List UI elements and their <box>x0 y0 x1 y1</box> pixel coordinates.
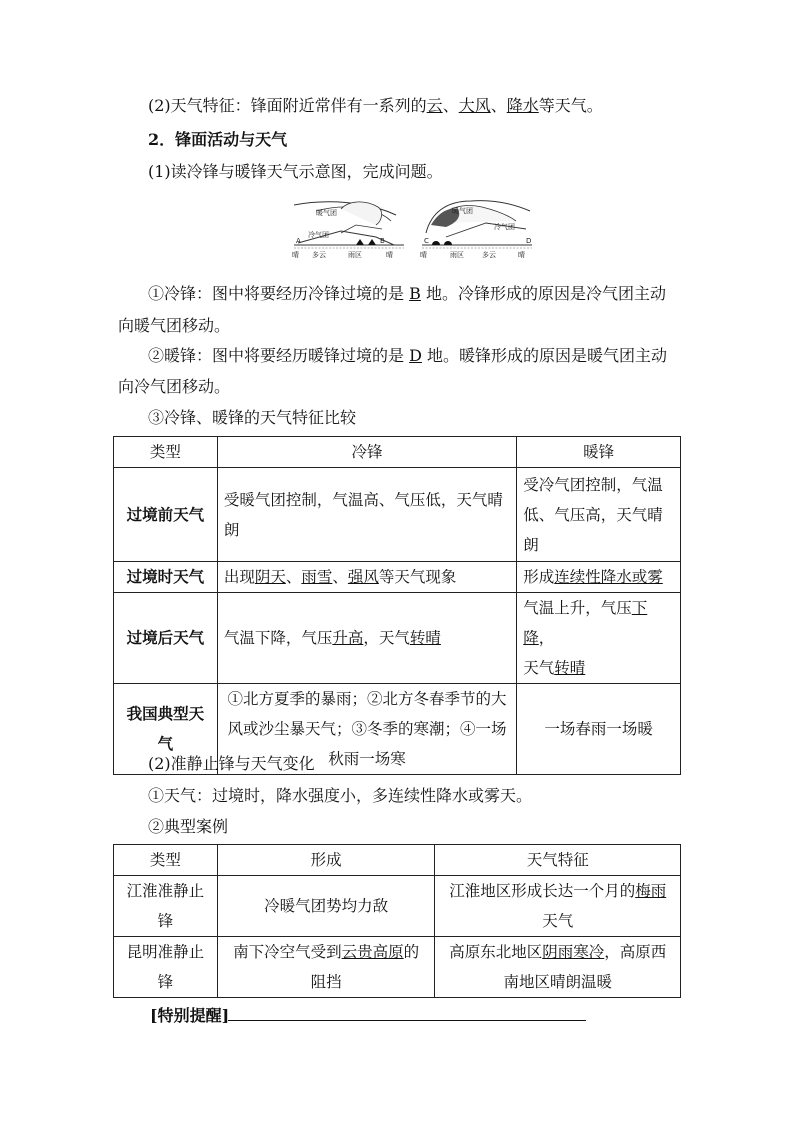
cell-formation: 冷暖气团势均力敌 <box>217 876 435 937</box>
header-warm: 暖锋 <box>517 437 681 468</box>
row-label: 过境后天气 <box>114 593 218 684</box>
row-label: 过境时天气 <box>114 562 218 593</box>
table-header-row <box>114 845 681 876</box>
table-row <box>114 562 681 593</box>
cold-panel-warm-mass: 暖气团 <box>316 209 337 217</box>
cold-panel-point-a: A <box>296 237 301 245</box>
header-type: 类型 <box>114 437 218 468</box>
warm-front-answer: D <box>409 346 422 365</box>
table-row <box>114 593 681 684</box>
quasi-front-table <box>113 844 681 998</box>
quasi-heading: (2)准静止锋与天气变化 <box>148 754 315 773</box>
table-row <box>114 468 681 562</box>
tip-underline <box>228 1020 586 1021</box>
cold-front-panel <box>292 202 404 259</box>
cell-warm: 受冷气团控制，气温 低、气压高，天气晴 朗 <box>517 468 681 562</box>
cold-panel-weather-4: 晴 <box>386 251 393 259</box>
warm-panel-weather-3: 多云 <box>482 251 496 259</box>
warm-front-line-1: ②暖锋：图中将要经历暖锋过境的是 D 地。暖锋形成的原因是暖气团主动 <box>148 346 668 365</box>
cold-front-answer: B <box>409 284 421 303</box>
row-label: 过境前天气 <box>114 468 218 562</box>
cell-cold: 出现阴天、雨雪、强风等天气现象 <box>217 562 516 593</box>
answer-cloud: 云 <box>426 96 443 115</box>
cell-warm: 气温上升，气压下降， 天气转晴 <box>517 593 681 684</box>
row-label: 我国典型天 气 <box>114 684 218 775</box>
warm-front-panel <box>420 201 532 259</box>
header-features: 天气特征 <box>435 845 681 876</box>
warm-panel-point-c: C <box>424 237 429 245</box>
warm-front-line-2: 向冷气团移动。 <box>118 377 231 396</box>
warm-panel-cold-mass: 冷气团 <box>494 223 515 231</box>
front-weather-diagram <box>286 193 534 263</box>
read-prompt: (1)读冷锋与暖锋天气示意图，完成问题。 <box>148 162 443 181</box>
answer-rain: 降水 <box>506 96 539 115</box>
cell-cold: 气温下降，气压升高，天气转晴 <box>217 593 516 684</box>
table-row <box>114 937 681 998</box>
quasi-weather: ①天气：过境时，降水强度小，多连续性降水或雾天。 <box>148 786 533 805</box>
table-row <box>114 876 681 937</box>
warm-panel-weather-1: 晴 <box>420 251 427 259</box>
special-tip: [特别提醒] <box>150 1006 230 1025</box>
cell-warm: 一场春雨一场暖 <box>517 684 681 775</box>
table-header-row <box>114 437 681 468</box>
row-label: 昆明准静止 锋 <box>114 937 218 998</box>
cell-formation: 南下冷空气受到云贵高原的 阻挡 <box>217 937 435 998</box>
cell-cold: ①北方夏季的暴雨；②北方冬春季节的大 风或沙尘暴天气；③冬季的寒潮；④一场 秋雨一场寒 <box>217 684 516 775</box>
warm-panel-point-d: D <box>526 237 532 245</box>
header-cold: 冷锋 <box>217 437 516 468</box>
section-heading-2: 2．锋面活动与天气 <box>148 130 288 149</box>
cold-panel-weather-1: 晴 <box>292 251 299 259</box>
cold-panel-weather-3: 雨区 <box>348 251 362 259</box>
row-label: 江淮准静止 锋 <box>114 876 218 937</box>
header-formation: 形成 <box>217 845 435 876</box>
cold-panel-point-b: B <box>380 237 385 245</box>
compare-title: ③冷锋、暖锋的天气特征比较 <box>148 408 357 427</box>
cold-front-line-1: ①冷锋：图中将要经历冷锋过境的是 B 地。冷锋形成的原因是冷气团主动 <box>148 284 666 303</box>
cell-warm: 形成连续性降水或雾 <box>517 562 681 593</box>
cold-panel-cold-mass: 冷气团 <box>308 231 329 239</box>
cold-front-line-2: 向暖气团移动。 <box>118 316 231 335</box>
cell-features: 高原东北地区阴雨寒冷，高原西 南地区晴朗温暖 <box>435 937 681 998</box>
cold-panel-weather-2: 多云 <box>312 251 326 259</box>
warm-panel-warm-mass: 暖气团 <box>452 207 473 215</box>
answer-wind: 大风 <box>458 96 491 115</box>
warm-panel-weather-4: 晴 <box>518 251 525 259</box>
warm-panel-weather-2: 雨区 <box>450 251 464 259</box>
quasi-case: ②典型案例 <box>148 817 229 836</box>
cell-cold: 受暖气团控制，气温高、气压低，天气晴 朗 <box>217 468 516 562</box>
header-type: 类型 <box>114 845 218 876</box>
cell-features: 江淮地区形成长达一个月的梅雨 天气 <box>435 876 681 937</box>
front-comparison-table <box>113 436 681 775</box>
weather-feature-line: (2)天气特征：锋面附近常伴有一系列的云、大风、降水等天气。 <box>148 96 603 115</box>
